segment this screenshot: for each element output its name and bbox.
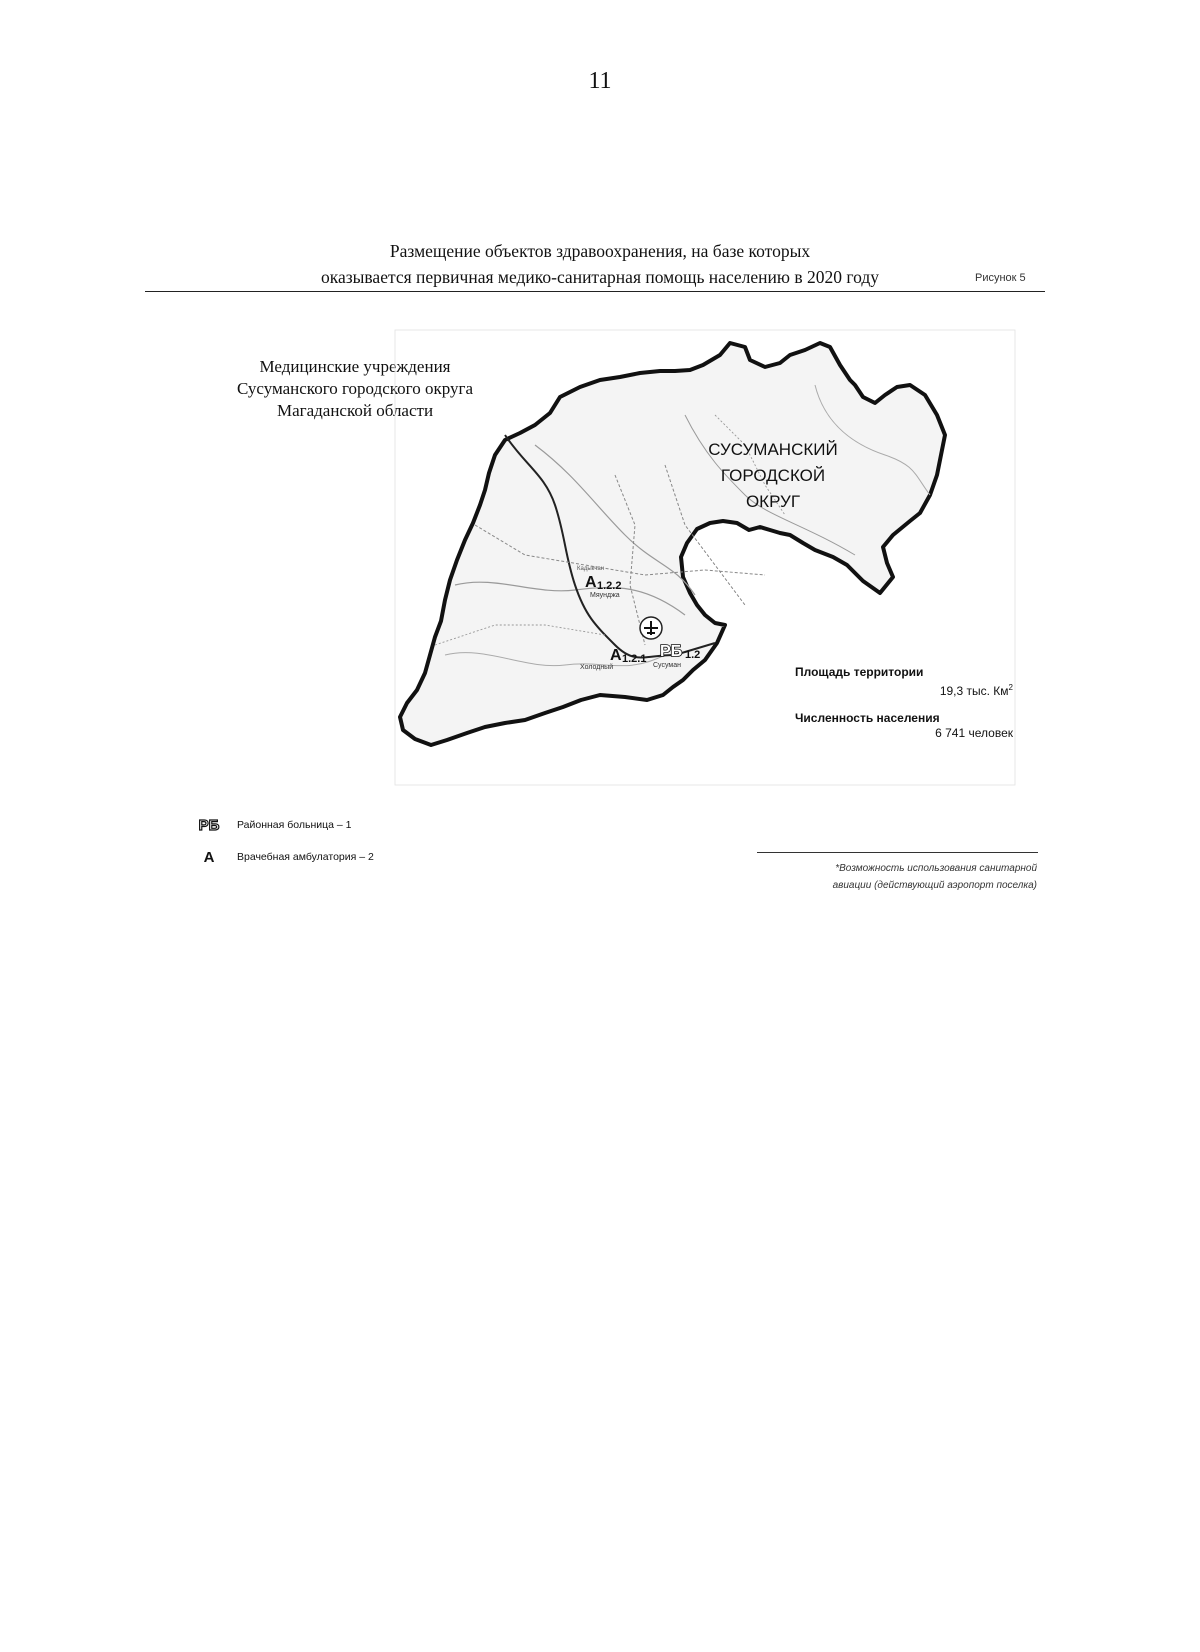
map-caption-line1: Медицинские учреждения	[259, 357, 451, 376]
map-caption-line3: Магаданской области	[276, 401, 434, 420]
area-value-text: 19,3 тыс. Км	[939, 684, 1009, 698]
hospital-legend-symbol: РБ	[198, 816, 220, 834]
population-label: Численность населения	[795, 711, 940, 725]
place-label: Мяунджа	[590, 592, 620, 599]
hospital-icon: РБ	[660, 643, 683, 660]
population-value: 6 741 человек	[935, 726, 1013, 740]
area-value	[795, 680, 1013, 699]
area-unit-sup: 2	[1008, 683, 1013, 692]
place-label: Холодный	[580, 664, 614, 671]
clinic-legend-icon	[196, 849, 222, 866]
figure-title	[230, 238, 970, 290]
figure-title-line1: Размещение объектов здравоохранения, на базе которых	[389, 241, 811, 261]
footnote	[745, 860, 1037, 894]
clinic-legend-symbol: A	[203, 848, 215, 866]
clinic-code: 1.2.2	[597, 580, 622, 592]
figure-label: Рисунок 5	[975, 272, 1026, 284]
region-name-line2: ГОРОДСКОЙ	[720, 466, 826, 485]
clinic-code: 1.2.1	[622, 653, 647, 665]
district-stats	[795, 665, 1013, 741]
clinic-icon: A	[610, 647, 622, 664]
map-caption-line2: Сусуманского городского округа	[236, 379, 474, 398]
place-label: Кадыкчан	[577, 566, 605, 572]
region-name-line1: СУСУМАНСКИЙ	[708, 440, 838, 459]
page-number: 11	[588, 68, 612, 94]
clinic-icon: A	[585, 574, 597, 591]
area-label: Площадь территории	[795, 665, 924, 679]
legend-item-hospital	[196, 815, 374, 835]
footnote-divider	[757, 852, 1038, 853]
footnote-line1: *Возможность использования санитарной	[835, 863, 1037, 874]
hospital-code: 1.2	[685, 649, 701, 661]
airport-icon	[640, 617, 662, 639]
footnote-line2: авиации (действующий аэропорт поселка)	[832, 880, 1037, 891]
hospital-legend-label: Районная больница – 1	[237, 819, 352, 831]
district-map-svg	[385, 325, 1025, 825]
figure-title-line2: оказывается первичная медико-санитарная помощь населению в 2020 году	[320, 267, 880, 287]
spacer	[795, 699, 1013, 711]
legend-item-clinic	[196, 847, 374, 867]
map-legend	[196, 815, 374, 879]
district-map	[385, 325, 1025, 825]
region-name-line3: ОКРУГ	[745, 492, 801, 511]
hospital-legend-icon	[196, 817, 222, 834]
clinic-legend-label: Врачебная амбулатория – 2	[237, 851, 374, 863]
place-label: Сусуман	[653, 662, 681, 669]
title-divider	[145, 291, 1045, 292]
